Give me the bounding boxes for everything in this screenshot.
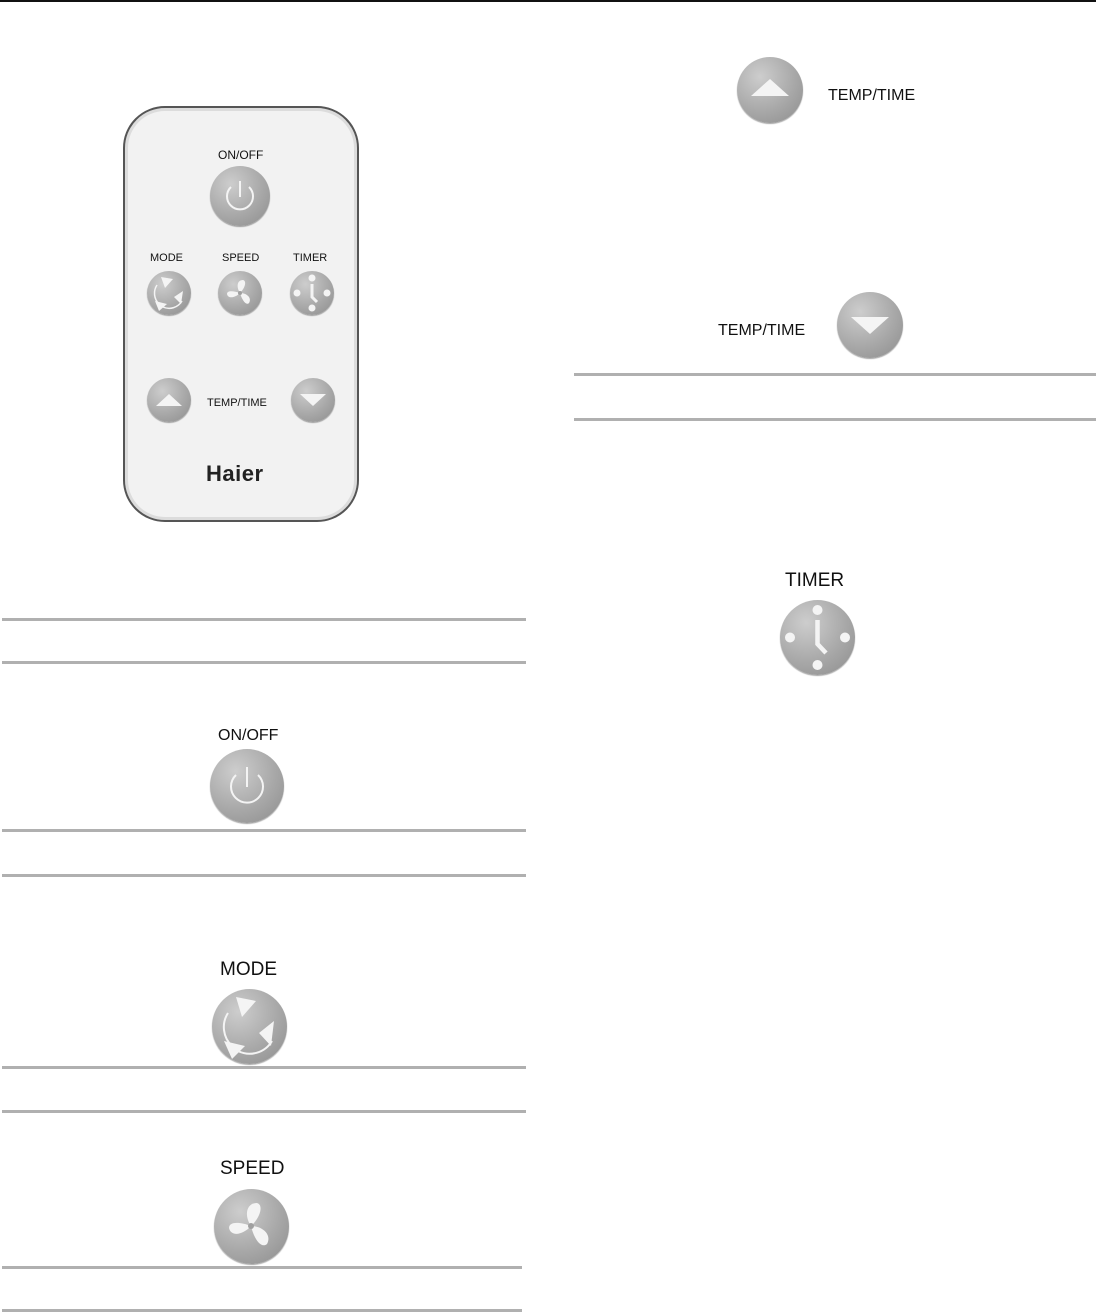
power-icon	[210, 166, 270, 226]
divider-7	[2, 1266, 522, 1269]
divider-8	[2, 1309, 522, 1312]
remote-onoff-button[interactable]	[210, 166, 270, 226]
divider-right-2	[574, 418, 1096, 421]
divider-6	[2, 1110, 526, 1113]
onoff-button[interactable]	[210, 749, 284, 823]
haier-logo: Haier	[206, 461, 264, 486]
remote-mode-button[interactable]	[147, 271, 191, 315]
timer-button[interactable]	[780, 600, 855, 675]
remote-temp-down-button[interactable]	[291, 378, 335, 422]
remote-speed-label: SPEED	[222, 252, 260, 264]
fan-icon	[214, 1189, 289, 1264]
temp-down-label: TEMP/TIME	[718, 322, 806, 339]
mode-cycle-icon	[147, 271, 191, 315]
clock-icon	[290, 271, 334, 315]
mode-section-label: MODE	[220, 959, 277, 980]
clock-icon	[780, 600, 855, 675]
divider-3	[2, 829, 526, 832]
onoff-section-label: ON/OFF	[218, 727, 279, 744]
timer-section-label: TIMER	[785, 570, 845, 591]
temp-up-button[interactable]	[737, 57, 803, 123]
triangle-up-icon	[737, 57, 803, 123]
triangle-down-icon	[291, 378, 335, 422]
fan-icon	[218, 271, 262, 315]
mode-cycle-icon	[212, 989, 287, 1064]
temp-up-label: TEMP/TIME	[828, 87, 916, 104]
mode-button[interactable]	[212, 989, 287, 1064]
triangle-down-icon	[837, 292, 903, 358]
speed-button[interactable]	[214, 1189, 289, 1264]
divider-right-1	[574, 373, 1096, 376]
remote-timer-button[interactable]	[290, 271, 334, 315]
remote-temp-up-button[interactable]	[147, 378, 191, 422]
temp-down-button[interactable]	[837, 292, 903, 358]
speed-section-label: SPEED	[220, 1158, 285, 1179]
triangle-up-icon	[147, 378, 191, 422]
remote-mode-label: MODE	[150, 252, 183, 264]
divider-4	[2, 874, 526, 877]
remote-temp-time-label: TEMP/TIME	[207, 397, 267, 409]
divider-1	[2, 618, 526, 621]
power-icon	[210, 749, 284, 823]
remote-speed-button[interactable]	[218, 271, 262, 315]
remote-onoff-label: ON/OFF	[218, 148, 264, 162]
divider-2	[2, 661, 526, 664]
divider-5	[2, 1066, 526, 1069]
remote-timer-label: TIMER	[293, 252, 328, 264]
top-rule	[0, 0, 1096, 2]
